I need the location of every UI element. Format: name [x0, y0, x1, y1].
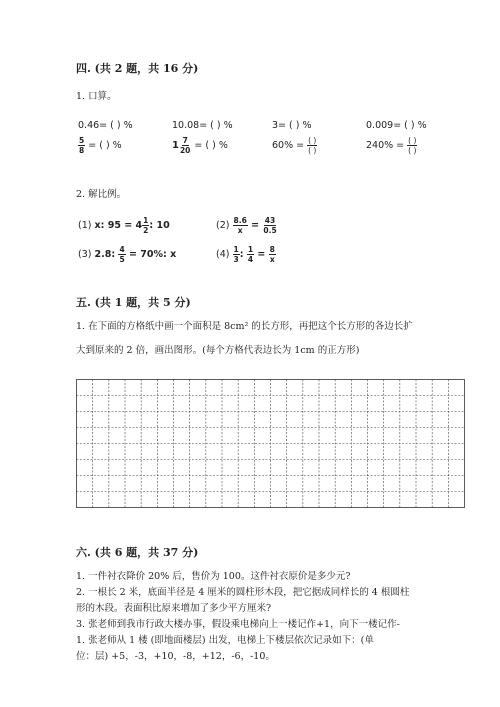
section-6-line-2: 2. 一根长 2 米，底面半径是 4 厘米的圆柱形木段，把它据成同样长的 4 根圆柱 [76, 587, 410, 598]
question-1-title: 1. 口算。 [76, 91, 117, 102]
fraction: $\frac{5}{8}$ [79, 136, 85, 155]
fraction: $\frac{43}{0.5}$ [263, 216, 277, 235]
section-6-line-3: 形的木段。表面积比原来增加了多少平方厘米? [76, 603, 272, 614]
proportion-1: (1) x: 95 = 4 $\frac{1}{2}$ : 10 [78, 216, 170, 235]
oral-item-6: 1 $\frac{7}{20}$ = ( ) % [172, 136, 228, 155]
fraction: $\frac{4}{5}$ [119, 245, 125, 264]
question-2-title: 2. 解比例。 [76, 189, 127, 200]
oral-item-5: $\frac{5}{8}$ = ( ) % [79, 136, 122, 155]
fraction: $\frac{1}{2}$ [143, 216, 149, 235]
section-6-line-4: 3. 张老师到我市行政大楼办事，假设乘电梯向上一楼记作+1，向下一楼记作- [76, 619, 400, 630]
fraction: $\frac{8}{x}$ [269, 245, 275, 264]
oral-item-3: 3= ( ) % [272, 120, 312, 131]
fraction: $\frac{1}{4}$ [247, 245, 254, 264]
section-6-line-5: 1. 张老师从 1 楼 (即地面楼层) 出发，电梯上下楼层依次记录如下：(单 [76, 635, 374, 646]
proportion-3: (3) 2.8: $\frac{4}{5}$ = 70%: x [78, 245, 177, 264]
section-4-heading: 四. (共 2 题，共 16 分) [76, 62, 199, 75]
oral-item-2: 10.08= ( ) % [172, 120, 233, 131]
section-5-heading: 五. (共 1 题，共 5 分) [76, 296, 191, 309]
oral-item-4: 0.009= ( ) % [366, 120, 427, 131]
fraction: $\frac{7}{20}$ [179, 136, 191, 155]
section-6-line-6: 位：层) +5，-3，+10，-8，+12，-6，-10。 [76, 651, 275, 662]
fraction: $\frac{( )}{( )}$ [408, 136, 417, 155]
section-6-heading: 六. (共 6 题，共 37 分) [76, 546, 199, 559]
oral-item-7: 60% = $\frac{( )}{( )}$ [272, 136, 317, 155]
proportion-4: (4) $\frac{1}{3}$ : $\frac{1}{4}$ = $\frac{8}{x}$ [216, 245, 275, 264]
proportion-2: (2) $\frac{8.6}{x}$ = $\frac{43}{0.5}$ [216, 216, 277, 235]
section-5-question-line-1: 1. 在下面的方格纸中画一个面积是 8cm² 的长方形，再把这个长方形的各边长扩 [76, 321, 413, 332]
oral-item-1: 0.46= ( ) % [78, 120, 133, 131]
section-5-question-line-2: 大到原来的 2 倍，画出图形。(每个方格代表边长为 1cm 的正方形) [76, 345, 360, 356]
oral-item-8: 240% = $\frac{( )}{( )}$ [366, 136, 417, 155]
fraction: $\frac{1}{3}$ [233, 245, 239, 264]
square-grid-paper[interactable] [76, 379, 465, 508]
fraction: $\frac{8.6}{x}$ [233, 216, 247, 235]
section-6-line-1: 1. 一件衬衣降价 20% 后，售价为 100。这件衬衣原价是多少元? [76, 571, 351, 582]
fraction: $\frac{( )}{( )}$ [308, 136, 317, 155]
